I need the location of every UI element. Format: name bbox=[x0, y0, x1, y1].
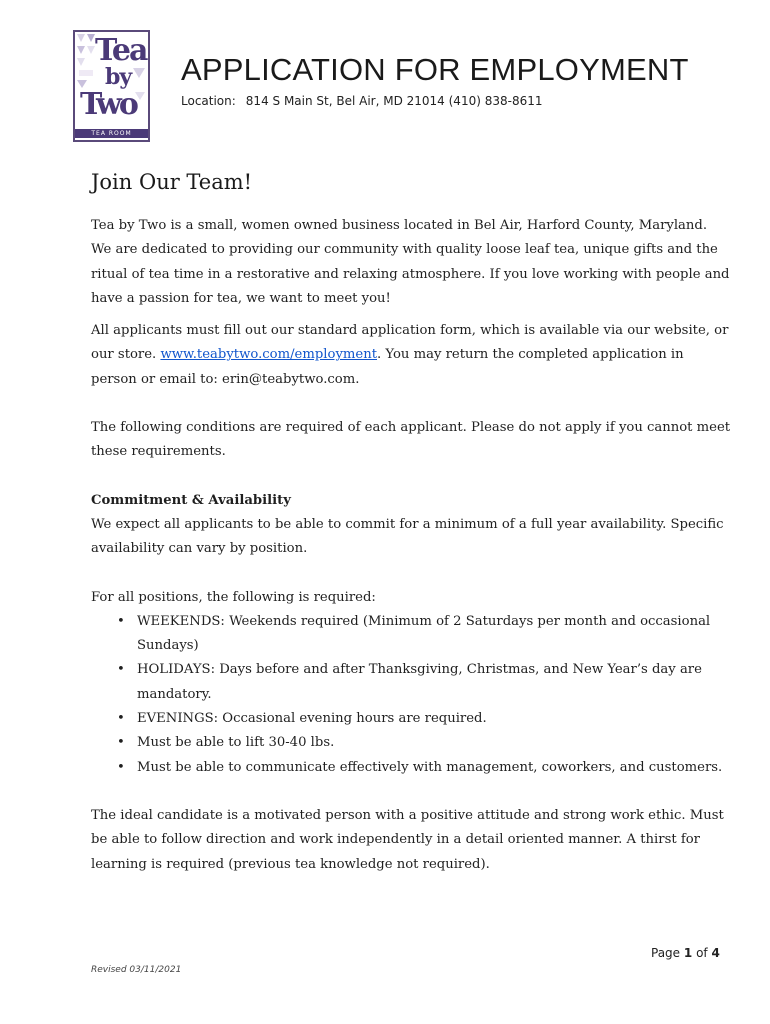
page-number bbox=[651, 946, 720, 960]
logo-word-tea: Tea bbox=[95, 33, 147, 68]
location-value: 814 S Main St, Bel Air, MD 21014 (410) 838-8611 bbox=[245, 94, 543, 108]
employment-link[interactable]: www.teabytwo.com/employment bbox=[160, 347, 378, 363]
list-item bbox=[91, 731, 731, 755]
location-label: Location: bbox=[181, 94, 236, 108]
list-item-text: Must be able to lift 30-40 lbs. bbox=[137, 735, 335, 751]
list-item-text: WEEKENDS: Weekends required (Minimum of 2 Saturdays per month and occasional Sundays) bbox=[137, 613, 711, 654]
section-heading: Join Our Team! bbox=[91, 170, 253, 194]
page-word: Page bbox=[651, 946, 681, 960]
conditions-paragraph: The following conditions are required of each applicant. Please do not apply if you cannot meet these requirements. bbox=[91, 420, 731, 460]
apply-paragraph bbox=[91, 319, 731, 392]
page-title: APPLICATION FOR EMPLOYMENT bbox=[181, 52, 689, 87]
location-line bbox=[181, 94, 542, 108]
document-body bbox=[91, 166, 731, 877]
page-total: 4 bbox=[711, 946, 720, 960]
logo-word-by: by bbox=[105, 64, 132, 90]
commitment-paragraph: We expect all applicants to be able to commit for a minimum of a full year availability. Specific availability can vary by position. bbox=[91, 516, 724, 557]
apply-text-after: . You may return the completed application in person or email to: erin@teabytwo.com. bbox=[91, 347, 684, 387]
page-current: 1 bbox=[683, 946, 693, 960]
ideal-candidate-paragraph: The ideal candidate is a motivated person with a positive attitude and strong work ethic. Must be able to follow direction and work independently in a detail oriented manner. A thirst for learning is required (previous tea knowledge not required). bbox=[91, 807, 724, 872]
list-item bbox=[91, 610, 731, 659]
requirements-list bbox=[91, 610, 731, 780]
bullet-icon: • bbox=[117, 759, 125, 775]
revised-date: Revised 03/11/2021 bbox=[91, 965, 182, 975]
intro-paragraph: Tea by Two is a small, women owned business located in Bel Air, Harford County, Maryland. We are dedicated to providing our community with quality loose leaf tea, unique gifts and the ritual of tea time in a restorative and relaxing atmosphere. If you love working with people and have a passion for tea, we want to meet you! bbox=[91, 218, 730, 306]
page-of: of bbox=[696, 946, 708, 960]
positions-intro: For all positions, the following is required: bbox=[91, 589, 376, 605]
list-item-text: Must be able to communicate effectively with management, coworkers, and customers. bbox=[137, 759, 723, 775]
company-logo bbox=[73, 30, 150, 142]
list-item-text: EVENINGS: Occasional evening hours are required. bbox=[137, 711, 487, 727]
logo-subtitle: TEA ROOM bbox=[75, 129, 148, 138]
bullet-icon: • bbox=[117, 711, 125, 727]
logo-word-two: Two bbox=[80, 87, 136, 122]
commitment-title: Commitment & Availability bbox=[91, 492, 291, 508]
bullet-icon: • bbox=[117, 662, 125, 678]
bullet-icon: • bbox=[117, 613, 125, 629]
list-item bbox=[91, 707, 731, 731]
list-item-text: HOLIDAYS: Days before and after Thanksgiving, Christmas, and New Year’s day are mandatory. bbox=[137, 662, 702, 702]
list-item bbox=[91, 756, 731, 780]
apply-text-before: All applicants must fill out our standard application form, which is available via our website, or our store. bbox=[91, 323, 729, 363]
bullet-icon: • bbox=[117, 735, 125, 751]
list-item bbox=[91, 658, 731, 707]
